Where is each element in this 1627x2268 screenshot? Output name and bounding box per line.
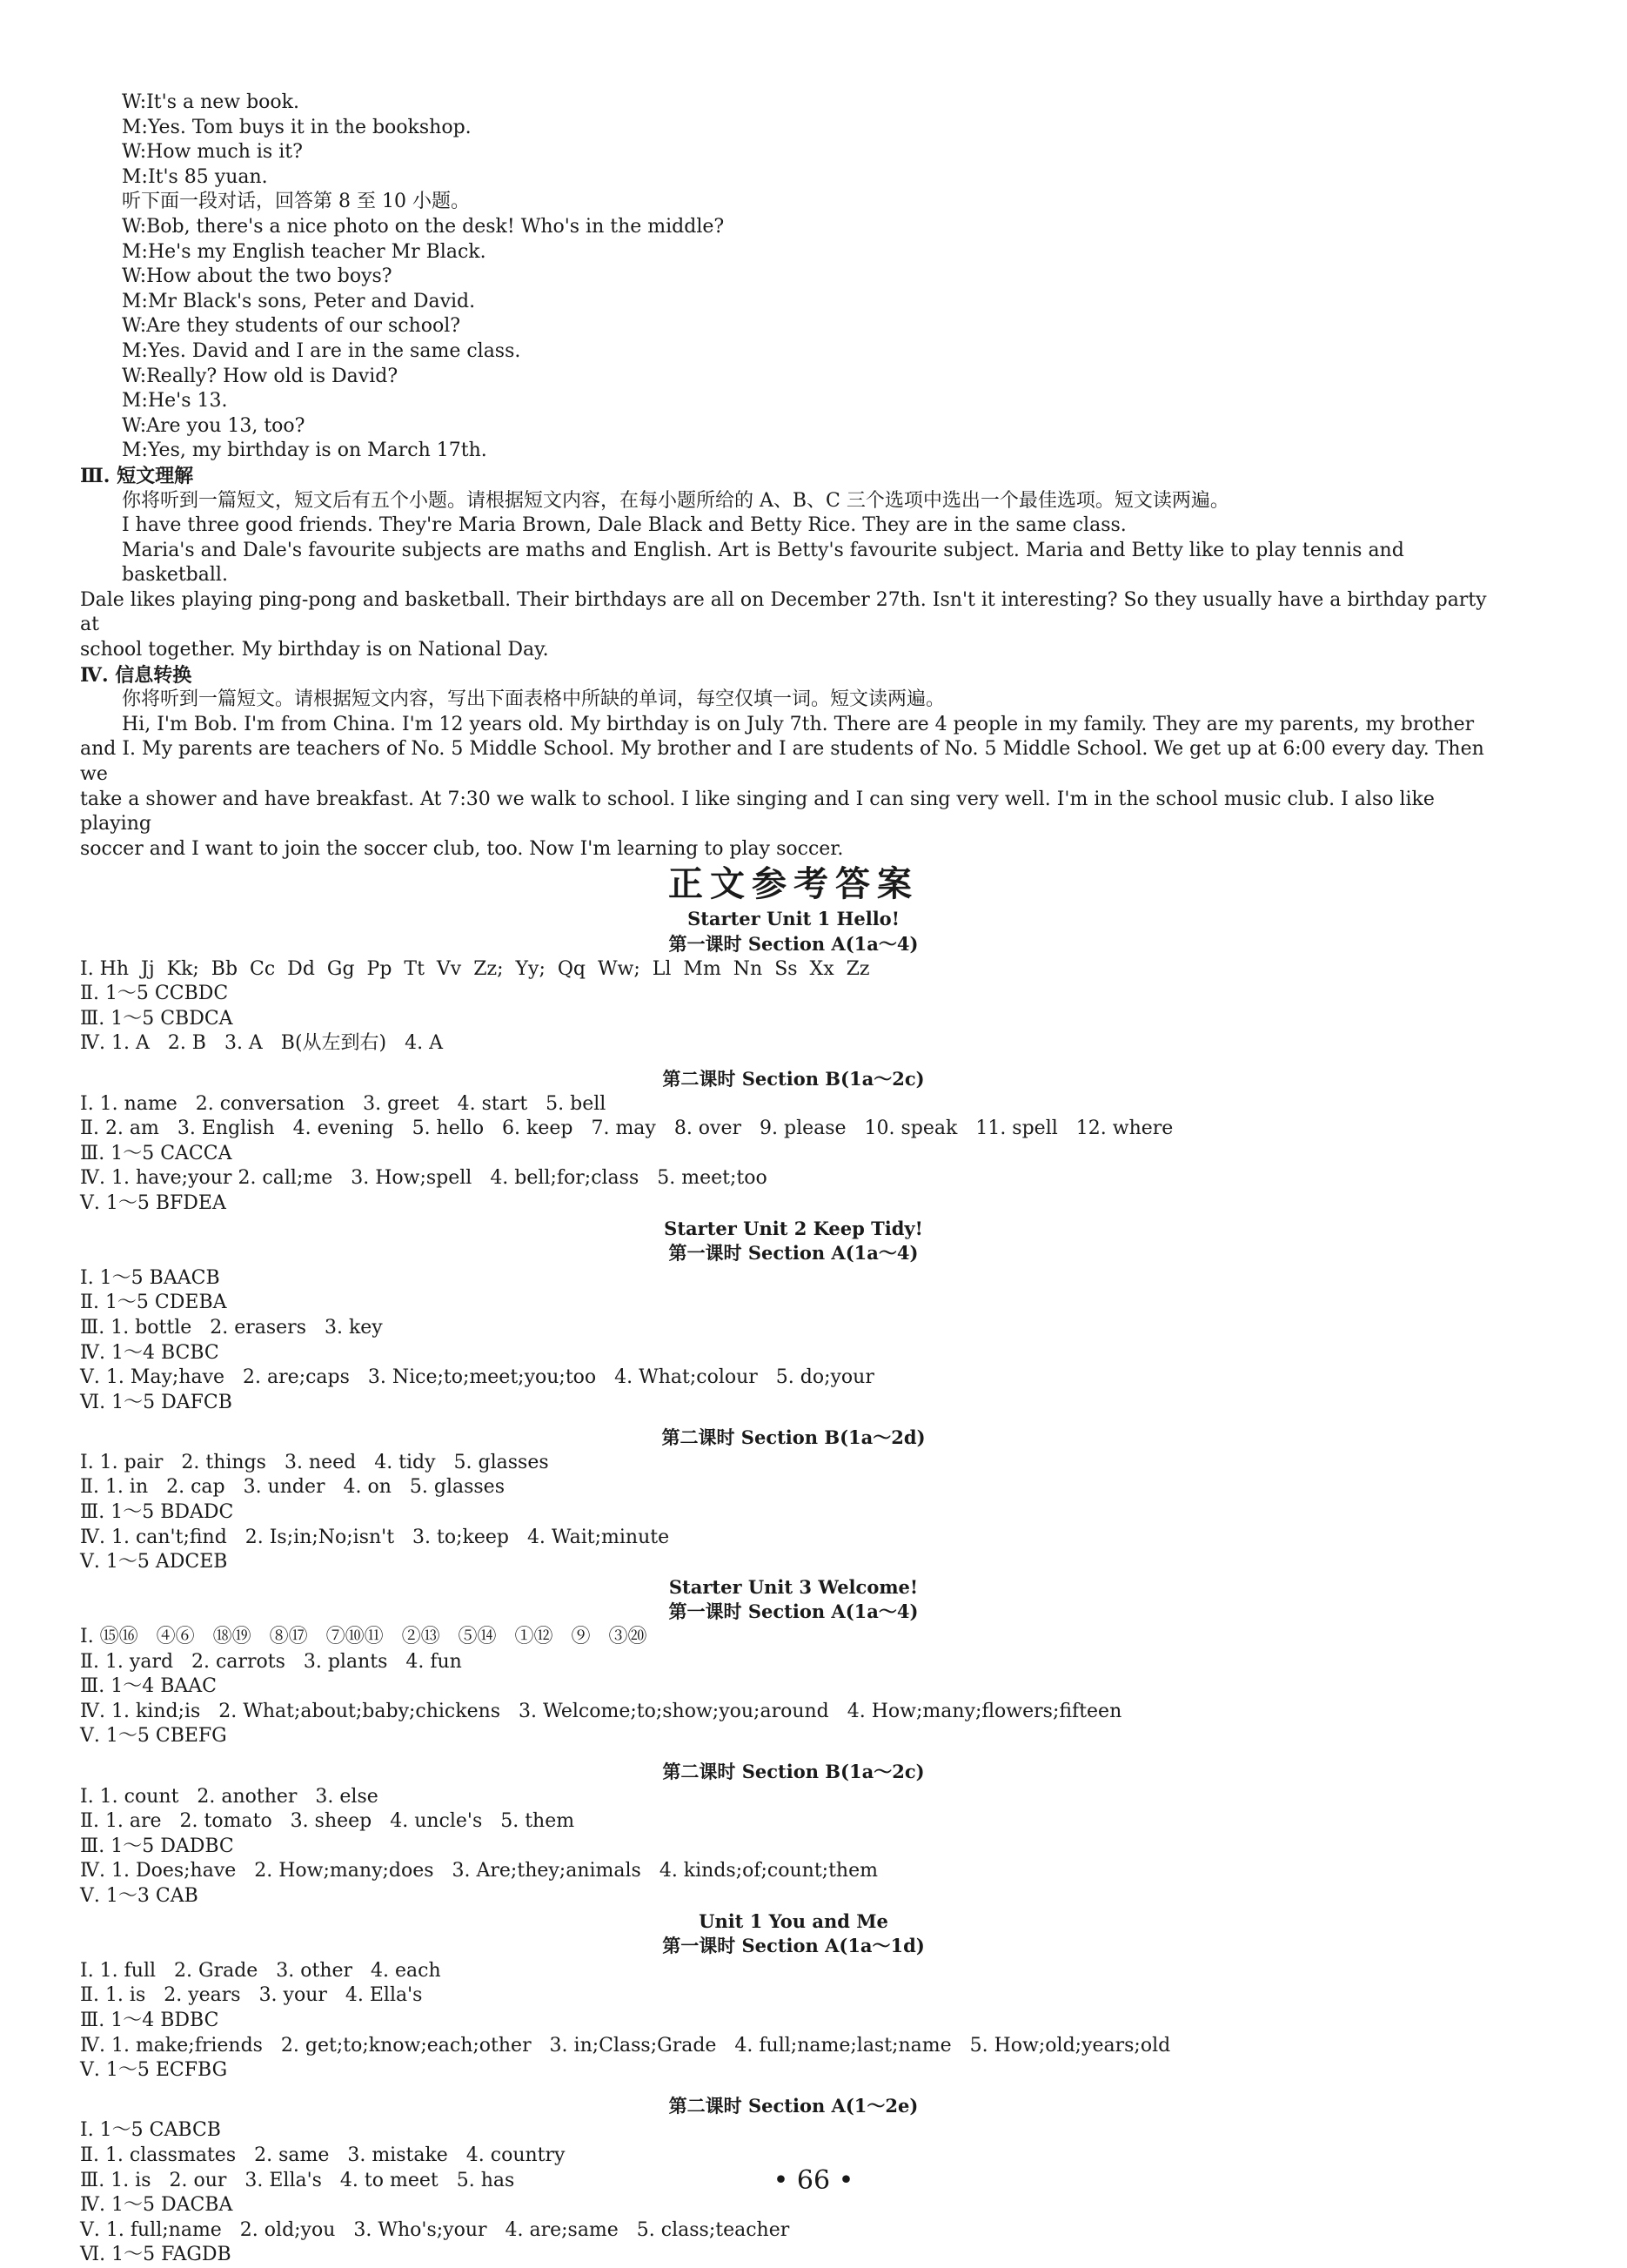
section-heading: Ⅳ. 信息转换 [80, 663, 192, 687]
answer-line: Ⅲ. 1～5 DADBC [80, 1835, 234, 1857]
answer-line: Ⅳ. 1. A 2. B 3. A B(从左到右) 4. A [80, 1032, 443, 1055]
answer-line: Ⅱ. 1. are 2. tomato 3. sheep 4. uncle's 5. them [80, 1810, 575, 1833]
answer-line: Ⅱ. 1. in 2. cap 3. under 4. on 5. glasses [80, 1476, 505, 1499]
answer-line: Ⅵ. 1～5 DAFCB [80, 1391, 232, 1413]
answer-line: Ⅴ. 1. May;have 2. are;caps 3. Nice;to;meet;you;too 4. What;colour 5. do;your [80, 1366, 874, 1389]
dialogue-line: W:How about the two boys? [122, 265, 392, 288]
paragraph-line: I have three good friends. They're Maria Brown, Dale Black and Betty Rice. They are in the same class. [122, 514, 1127, 537]
lesson-title: 第二课时 Section B(1a～2d) [661, 1426, 926, 1449]
answer-line: Ⅰ. 1～5 CABCB [80, 2119, 221, 2142]
answer-line: Ⅲ. 1. bottle 2. erasers 3. key [80, 1316, 383, 1339]
page-number: • 66 • [773, 2165, 854, 2196]
lesson-title: 第一课时 Section A(1a～4) [668, 1242, 919, 1265]
answer-line: Ⅴ. 1～5 ADCEB [80, 1551, 228, 1574]
answer-line: Ⅰ. 1. name 2. conversation 3. greet 4. start 5. bell [80, 1092, 606, 1115]
unit-block [80, 1217, 1507, 1575]
answer-line: Ⅳ. 1. can't;find 2. Is;in;No;isn't 3. to;keep 4. Wait;minute [80, 1526, 670, 1548]
paragraph-line: Hi, I'm Bob. I'm from China. I'm 12 years old. My birthday is on July 7th. There are 4 people in my family. They are my parents, my brother [122, 713, 1475, 735]
answer-line: Ⅲ. 1～4 BDBC [80, 2009, 219, 2031]
dialogue-line: M:Mr Black's sons, Peter and David. [122, 290, 476, 312]
unit-block [80, 907, 1507, 1216]
dialogue-line: M:He's 13. [122, 390, 228, 413]
answer-line: Ⅴ. 1～5 CBEFG [80, 1725, 227, 1748]
answer-line: Ⅵ. 1～5 FAGDB [80, 2244, 231, 2266]
unit-title: Starter Unit 1 Hello! [687, 908, 900, 930]
answer-line: Ⅱ. 1. is 2. years 3. your 4. Ella's [80, 1984, 423, 2007]
answer-line: Ⅴ. 1～5 ECFBG [80, 2059, 228, 2082]
listening-transcript [80, 91, 1507, 464]
lesson-title: 第一课时 Section A(1a～4) [668, 1600, 919, 1623]
answer-line: Ⅱ. 1～5 CCBDC [80, 983, 229, 1005]
answer-line: Ⅲ. 1～5 CBDCA [80, 1007, 233, 1030]
answer-units [80, 907, 1507, 2267]
answer-line: Ⅳ. 1. make;friends 2. get;to;know;each;other 3. in;Class;Grade 4. full;name;last;name 5. How;old;years;old [80, 2034, 1171, 2057]
section-instruction: 你将听到一篇短文，短文后有五个小题。请根据短文内容，在每小题所给的 A、B、C 三个选项中选出一个最佳选项。短文读两遍。 [122, 489, 1229, 512]
lesson-title: 第一课时 Section A(1a～4) [668, 933, 919, 955]
dialogue-line: M:It's 85 yuan. [122, 165, 268, 188]
answer-line: Ⅰ. 1. pair 2. things 3. need 4. tidy 5. glasses [80, 1451, 549, 1473]
dialogue-line: W:Bob, there's a nice photo on the desk! Who's in the middle? [122, 215, 725, 238]
answer-line: Ⅱ. 2. am 3. English 4. evening 5. hello 6. keep 7. may 8. over 9. please 10. speak 11. spell 12. where [80, 1117, 1174, 1140]
answer-line: Ⅲ. 1. is 2. our 3. Ella's 4. to meet 5. has [80, 2169, 515, 2191]
dialogue-line: 听下面一段对话，回答第 8 至 10 小题。 [122, 191, 470, 213]
answers-title: 正文参考答案 [668, 864, 919, 905]
lesson-title: 第二课时 Section B(1a～2c) [662, 1067, 925, 1090]
lesson-title: 第一课时 Section A(1a～1d) [662, 1935, 925, 1957]
section-3 [80, 464, 1507, 663]
answer-line: Ⅴ. 1. full;name 2. old;you 3. Who's;your 4. are;same 5. class;teacher [80, 2218, 790, 2241]
dialogue-line: M:Yes. Tom buys it in the bookshop. [122, 116, 472, 138]
answer-line: Ⅳ. 1. have;your 2. call;me 3. How;spell 4. bell;for;class 5. meet;too [80, 1167, 767, 1190]
paragraph-line: soccer and I want to join the soccer club, too. Now I'm learning to play soccer. [80, 837, 844, 860]
dialogue-line: W:It's a new book. [122, 91, 299, 113]
answer-line: Ⅱ. 1～5 CDEBA [80, 1292, 227, 1314]
answer-line: Ⅰ. ⑮⑯ ④⑥ ⑱⑲ ⑧⑰ ⑦⑩⑪ ②⑬ ⑤⑭ ①⑫ ⑨ ③⑳ [80, 1626, 647, 1648]
paragraph-line: and I. My parents are teachers of No. 5 Middle School. My brother and I are students of No. 5 Middle School. We get up at 6:00 every day. Then we [80, 738, 1490, 786]
dialogue-line: M:He's my English teacher Mr Black. [122, 240, 486, 263]
answer-line: Ⅲ. 1～5 BDADC [80, 1501, 234, 1524]
paragraph-line: Dale likes playing ping-pong and basketball. Their birthdays are all on December 27th. Isn't it interesting? So they usually have a birthday party at [80, 588, 1493, 636]
answer-line: Ⅰ. 1. full 2. Grade 3. other 4. each [80, 1959, 441, 1982]
paragraph-line: Maria's and Dale's favourite subjects are maths and English. Art is Betty's favourite subject. Maria and Betty like to play tennis and basketball. [122, 539, 1410, 587]
unit-block [80, 1575, 1507, 1909]
dialogue-line: W:How much is it? [122, 141, 303, 164]
answer-line: Ⅰ. 1. count 2. another 3. else [80, 1785, 378, 1808]
section-instruction: 你将听到一篇短文。请根据短文内容，写出下面表格中所缺的单词，每空仅填一词。短文读两遍。 [122, 688, 946, 711]
dialogue-line: M:Yes. David and I are in the same class. [122, 339, 521, 362]
paragraph-line: school together. My birthday is on National Day. [80, 639, 549, 661]
paragraph-line: take a shower and have breakfast. At 7:30 we walk to school. I like singing and I can sing very well. I'm in the school music club. I also like playing [80, 788, 1441, 835]
answer-line: Ⅳ. 1～5 DACBA [80, 2194, 233, 2217]
section-heading: Ⅲ. 短文理解 [80, 464, 194, 487]
page-content [80, 91, 1507, 2268]
lesson-title: 第二课时 Section A(1～2e) [668, 2094, 919, 2117]
unit-title: Unit 1 You and Me [699, 1909, 888, 1932]
dialogue-line: W:Are they students of our school? [122, 315, 461, 338]
dialogue-line: M:Yes, my birthday is on March 17th. [122, 440, 487, 462]
answer-line: Ⅳ. 1. Does;have 2. How;many;does 3. Are;they;animals 4. kinds;of;count;them [80, 1860, 878, 1882]
dialogue-line: W:Really? How old is David? [122, 365, 398, 387]
dialogue-line: W:Are you 13, too? [122, 414, 305, 437]
answer-line: Ⅰ. Hh Jj Kk; Bb Cc Dd Gg Pp Tt Vv Zz; Yy; Qq Ww; Ll Mm Nn Ss Xx Zz [80, 957, 870, 980]
answer-line: Ⅱ. 1. yard 2. carrots 3. plants 4. fun [80, 1650, 462, 1673]
section-4 [80, 663, 1507, 862]
answer-line: Ⅴ. 1～5 BFDEA [80, 1191, 226, 1214]
answer-line: Ⅰ. 1～5 BAACB [80, 1266, 220, 1289]
answer-line: Ⅳ. 1. kind;is 2. What;about;baby;chickens 3. Welcome;to;show;you;around 4. How;many;flowers;fifteen [80, 1700, 1122, 1722]
unit-title: Starter Unit 3 Welcome! [668, 1575, 919, 1598]
lesson-title: 第二课时 Section B(1a～2c) [662, 1761, 925, 1782]
unit-title: Starter Unit 2 Keep Tidy! [664, 1217, 923, 1239]
unit-block [80, 1909, 1507, 2268]
answer-line: Ⅳ. 1～4 BCBC [80, 1341, 219, 1364]
answer-line: Ⅴ. 1～3 CAB [80, 1884, 198, 1907]
answer-line: Ⅲ. 1～4 BAAC [80, 1675, 217, 1698]
answer-line: Ⅱ. 1. classmates 2. same 3. mistake 4. country [80, 2144, 566, 2166]
answer-line: Ⅲ. 1～5 CACCA [80, 1142, 232, 1164]
